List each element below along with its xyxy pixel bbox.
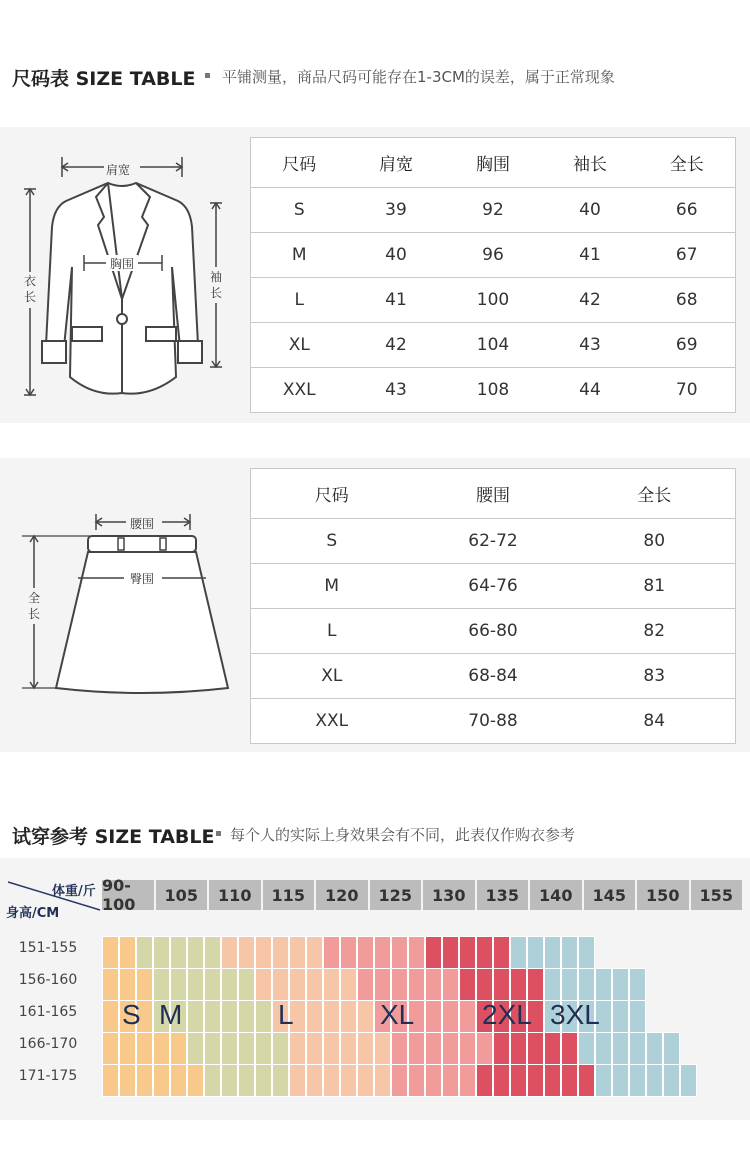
- table-cell: 104: [445, 323, 542, 368]
- size-labels-layer: [102, 934, 744, 1104]
- table-cell: 70: [639, 368, 736, 413]
- chest-label: 胸围: [110, 257, 135, 271]
- size-label-m: M: [159, 999, 183, 1030]
- table-cell: 42: [542, 278, 639, 323]
- height-row-label: 156-160: [18, 972, 78, 988]
- header-shoulder: 肩宽: [348, 138, 445, 188]
- table-cell: 66: [639, 188, 736, 233]
- height-row-label: 151-155: [18, 940, 78, 956]
- height-axis-label: 身高/CM: [6, 906, 60, 921]
- header-size: 尺码: [251, 469, 413, 519]
- weight-axis-label: 体重/斤: [52, 884, 96, 899]
- table-cell: 42: [348, 323, 445, 368]
- table-cell: L: [251, 609, 413, 654]
- table-cell: 69: [639, 323, 736, 368]
- table-row: [251, 278, 736, 323]
- weight-header-cell: 105: [156, 880, 208, 910]
- section-title: 尺码表 SIZE TABLE: [12, 68, 196, 90]
- table-cell: XXL: [251, 699, 413, 744]
- table-row: [251, 188, 736, 233]
- table-row: [251, 323, 736, 368]
- shoulder-label: 肩宽: [106, 163, 131, 177]
- table-cell: S: [251, 519, 413, 564]
- table-cell: S: [251, 188, 348, 233]
- table-cell: XXL: [251, 368, 348, 413]
- table-cell: 43: [348, 368, 445, 413]
- height-row-label: 166-170: [18, 1036, 78, 1052]
- size-label-l: L: [278, 999, 294, 1030]
- size-label-s: S: [122, 999, 141, 1030]
- header-waist: 腰围: [413, 469, 574, 519]
- header-length: 全长: [639, 138, 736, 188]
- header-size: 尺码: [251, 138, 348, 188]
- size-label-3xl: 3XL: [550, 999, 600, 1030]
- header-sleeve: 袖长: [542, 138, 639, 188]
- length-label: 衣长: [24, 274, 37, 304]
- table-cell: 68-84: [413, 654, 574, 699]
- weight-header-cell: 150: [637, 880, 689, 910]
- size-label-2xl: 2XL: [482, 999, 532, 1030]
- table-cell: 66-80: [413, 609, 574, 654]
- table-cell: XL: [251, 323, 348, 368]
- sleeve-label: 袖长: [210, 270, 223, 300]
- fit-chart-panel: [0, 858, 750, 1120]
- fit-section-note: 每个人的实际上身效果会有不同，此表仅作购衣参考: [230, 826, 576, 844]
- table-cell: XL: [251, 654, 413, 699]
- table-cell: 68: [639, 278, 736, 323]
- header-length: 全长: [574, 469, 736, 519]
- fit-section-title: 试穿参考 SIZE TABLE: [12, 826, 215, 848]
- table-cell: 67: [639, 233, 736, 278]
- table-row: [251, 609, 736, 654]
- table-row: [251, 699, 736, 744]
- table-cell: L: [251, 278, 348, 323]
- separator-dot: [216, 831, 221, 836]
- table-row: [251, 519, 736, 564]
- skirt-size-table: [250, 468, 736, 744]
- table-cell: 39: [348, 188, 445, 233]
- table-cell: 96: [445, 233, 542, 278]
- table-row: [251, 654, 736, 699]
- weight-header-cell: 90-100: [102, 880, 154, 910]
- table-header-row: [251, 138, 736, 188]
- waist-label: 腰围: [130, 517, 155, 531]
- table-cell: 84: [574, 699, 736, 744]
- table-row: [251, 564, 736, 609]
- table-cell: 41: [348, 278, 445, 323]
- table-cell: 80: [574, 519, 736, 564]
- table-cell: 70-88: [413, 699, 574, 744]
- height-column: [8, 934, 94, 1104]
- table-cell: 40: [348, 233, 445, 278]
- table-cell: 108: [445, 368, 542, 413]
- weight-header-row: [102, 876, 744, 914]
- weight-header-cell: 115: [263, 880, 315, 910]
- table-cell: 83: [574, 654, 736, 699]
- table-cell: 82: [574, 609, 736, 654]
- table-cell: 100: [445, 278, 542, 323]
- weight-header-cell: 135: [477, 880, 529, 910]
- weight-header-cell: 140: [530, 880, 582, 910]
- table-cell: 44: [542, 368, 639, 413]
- weight-header-cell: 110: [209, 880, 261, 910]
- table-row: [251, 368, 736, 413]
- table-cell: 62-72: [413, 519, 574, 564]
- table-cell: 81: [574, 564, 736, 609]
- table-header-row: [251, 469, 736, 519]
- table-row: [251, 233, 736, 278]
- weight-header-cell: 125: [370, 880, 422, 910]
- height-row-label: 161-165: [18, 1004, 78, 1020]
- table-cell: 40: [542, 188, 639, 233]
- table-cell: 64-76: [413, 564, 574, 609]
- weight-header-cell: 155: [691, 880, 743, 910]
- jacket-panel: [0, 127, 750, 423]
- height-row-label: 171-175: [18, 1068, 78, 1084]
- jacket-size-table: [250, 137, 736, 413]
- header-chest: 胸围: [445, 138, 542, 188]
- size-label-xl: XL: [380, 999, 415, 1030]
- section-note: 平铺测量，商品尺码可能存在1-3CM的误差，属于正常现象: [222, 68, 615, 86]
- skirt-panel: [0, 458, 750, 752]
- hip-label: 臀围: [130, 572, 155, 586]
- table-cell: 92: [445, 188, 542, 233]
- skirt-length-label: 全长: [28, 591, 41, 621]
- weight-header-cell: 145: [584, 880, 636, 910]
- table-cell: 43: [542, 323, 639, 368]
- table-cell: 41: [542, 233, 639, 278]
- separator-dot: [205, 73, 210, 78]
- weight-header-cell: 120: [316, 880, 368, 910]
- table-cell: M: [251, 233, 348, 278]
- weight-header-cell: 130: [423, 880, 475, 910]
- table-cell: M: [251, 564, 413, 609]
